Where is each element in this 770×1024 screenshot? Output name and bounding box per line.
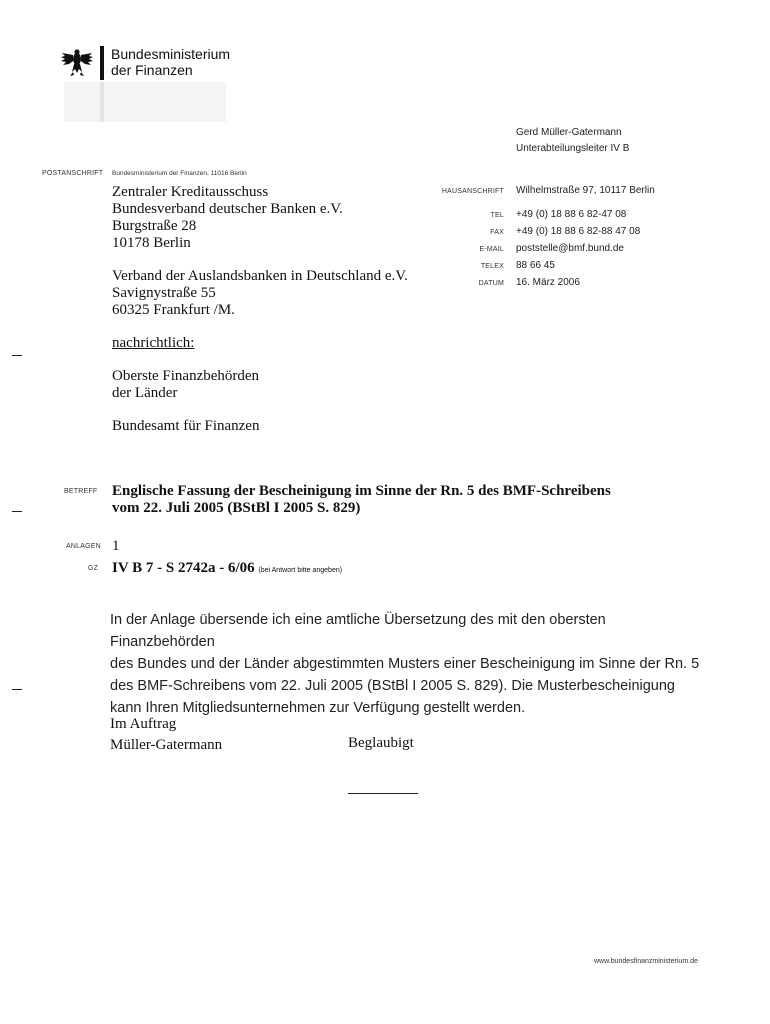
fold-mark [12, 511, 22, 512]
recipient-address [112, 184, 408, 435]
body-line: des BMF-Schreibens vom 22. Juli 2005 (BStBl I 2005 S. 829). Die Musterbescheinigung [110, 678, 675, 694]
closing-line1: Im Auftrag [110, 716, 177, 732]
email-value: poststelle@bmf.bund.de [516, 243, 624, 254]
logo-shadow-box [64, 82, 226, 122]
betreff-label: BETREFF [64, 488, 98, 495]
ministry-name [111, 46, 230, 78]
hausanschrift-value: Wilhelmstraße 97, 10117 Berlin [516, 185, 655, 196]
certified-label: Beglaubigt [348, 735, 414, 751]
hausanschrift-label: HAUSANSCHRIFT [441, 188, 504, 195]
datum-label: DATUM [478, 280, 504, 287]
datum-value: 16. März 2006 [516, 277, 580, 288]
recipient-line: Verband der Auslandsbanken in Deutschland e.V. [112, 268, 408, 284]
telex-value: 88 66 45 [516, 260, 555, 271]
recipient-line: der Länder [112, 385, 178, 401]
sender-title: Unterabteilungsleiter IV B [516, 143, 630, 154]
gz-value: IV B 7 - S 2742a - 6/06 [112, 560, 255, 576]
tel-value: +49 (0) 18 88 6 82-47 08 [516, 209, 627, 220]
letter-body [110, 609, 710, 719]
fold-mark [12, 355, 22, 356]
footer-url: www.bundesfinanzministerium.de [594, 958, 698, 965]
fax-label: FAX [490, 229, 504, 236]
tel-label: TEL [490, 212, 504, 219]
recipient-line: Burgstraße 28 [112, 218, 197, 234]
logo-divider-bar [100, 46, 104, 80]
anlagen-value: 1 [112, 538, 120, 554]
federal-eagle-icon [60, 48, 94, 78]
closing-signatory: Müller-Gatermann [110, 737, 223, 753]
signature-line [348, 793, 418, 794]
recipient-line: Bundesverband deutscher Banken e.V. [112, 201, 343, 217]
body-line: des Bundes und der Länder abgestimmten Musters einer Bescheinigung im Sinne der Rn. 5 [110, 656, 700, 672]
logo-divider-shadow [100, 82, 104, 122]
body-line: kann Ihren Mitgliedsunternehmen zur Verfügung gestellt werden. [110, 700, 526, 716]
body-line: In der Anlage übersende ich eine amtliche Übersetzung des mit den obersten Finanzbehörden [110, 612, 606, 650]
postanschrift-label: POSTANSCHRIFT [42, 170, 104, 177]
anlagen-label: ANLAGEN [66, 543, 101, 550]
recipient-line: Zentraler Kreditausschuss [112, 184, 269, 200]
subject-line2: vom 22. Juli 2005 (BStBl I 2005 S. 829) [112, 500, 361, 516]
gz-label: GZ [88, 565, 99, 572]
fax-value: +49 (0) 18 88 6 82-88 47 08 [516, 226, 641, 237]
recipient-line: 10178 Berlin [112, 235, 191, 251]
sender-block [516, 125, 629, 157]
cc-heading: nachrichtlich: [112, 335, 195, 351]
ministry-line1: Bundesministerium [111, 46, 231, 62]
ministry-line2: der Finanzen [111, 62, 193, 78]
closing-block [110, 714, 222, 756]
postanschrift-value: Bundesministerium der Finanzen, 11016 Berlin [112, 170, 247, 177]
subject-line1: Englische Fassung der Bescheinigung im Sinne der Rn. 5 des BMF-Schreibens [112, 483, 611, 499]
telex-label: TELEX [480, 263, 504, 270]
recipient-line: Savignystraße 55 [112, 285, 216, 301]
sender-name: Gerd Müller-Gatermann [516, 127, 622, 138]
fold-mark [12, 689, 22, 690]
reference-number [112, 560, 342, 577]
recipient-line: 60325 Frankfurt /M. [112, 302, 235, 318]
recipient-line: Bundesamt für Finanzen [112, 418, 260, 434]
email-label: E-MAIL [479, 246, 504, 253]
subject [112, 483, 672, 517]
gz-note: (bei Antwort bitte angeben) [258, 567, 343, 574]
recipient-line: Oberste Finanzbehörden [112, 368, 260, 384]
